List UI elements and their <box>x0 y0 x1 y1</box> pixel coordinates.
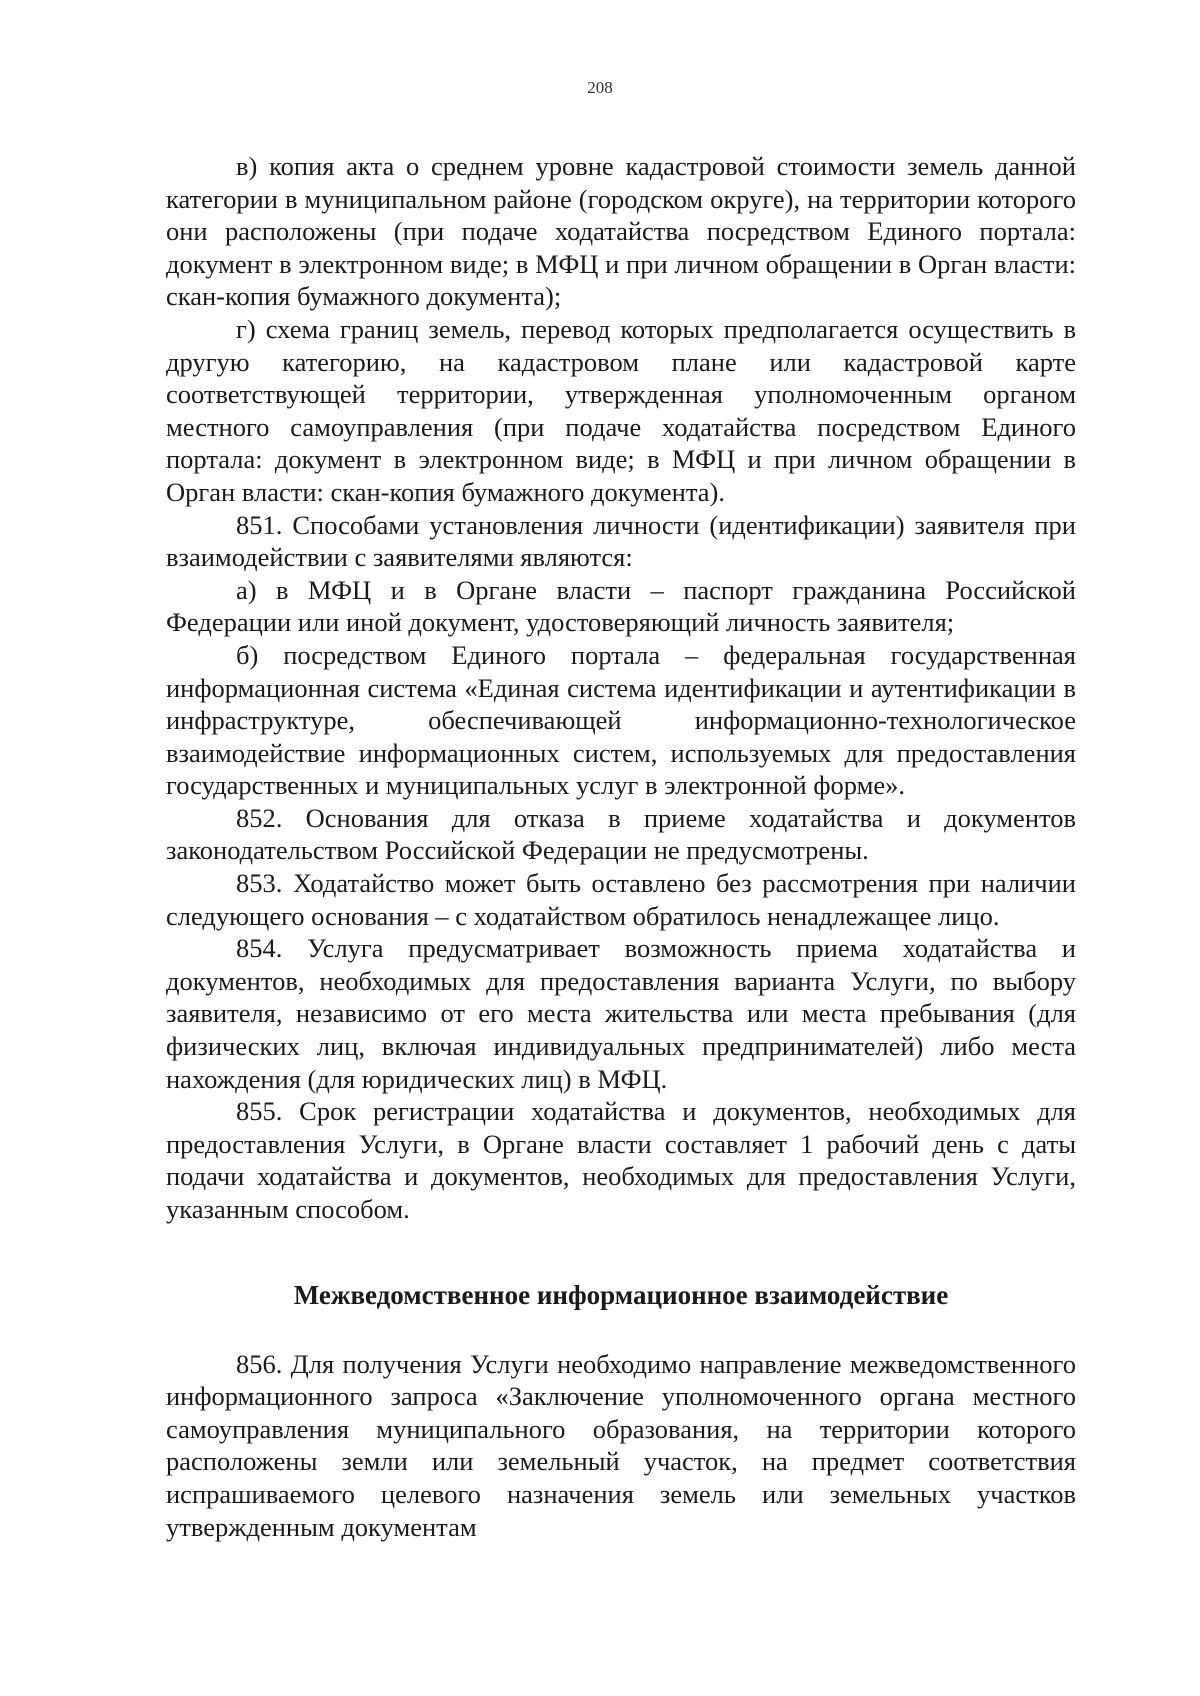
paragraph-851: 851. Способами установления личности (идентификации) заявителя при взаимодействии с заявителями являются: <box>166 509 1076 573</box>
paragraph-855: 855. Срок регистрации ходатайства и документов, необходимых для предоставления Услуги, в Органе власти составляет 1 рабочий день с даты подачи ходатайства и документов, необходимых для предоставления Услуги, указанным способом. <box>166 1096 1076 1224</box>
section-heading: Межведомственное информационное взаимодействие <box>293 1279 949 1310</box>
paragraph-851-b: б) посредством Единого портала – федеральная государственная информационная система «Единая система идентификации и аутентификации в инфраструктуре, обеспечивающей информационно-технологическое взаимодействие информационных систем, используемых для предоставления государственных и муниципальных услуг в электронной форме». <box>166 639 1076 801</box>
page-number: 208 <box>587 78 613 97</box>
paragraph-852: 852. Основания для отказа в приеме ходатайства и документов законодательством Российской Федерации не предусмотрены. <box>166 802 1076 866</box>
paragraph-854: 854. Услуга предусматривает возможность приема ходатайства и документов, необходимых для предоставления варианта Услуги, по выбору заявителя, независимо от его места жительства или места пребывания (для физических лиц, включая индивидуальных предпринимателей) либо места нахождения (для юридических лиц) в МФЦ. <box>166 933 1076 1094</box>
paragraph-856: 856. Для получения Услуги необходимо направление межведомственного информационного запроса «Заключение уполномоченного органа местного самоуправления муниципального образования, на территории которого расположены земли или земельный участок, на предмет соответствия испрашиваемого целевого назначения земель или земельных участков утвержденным документам <box>166 1348 1076 1542</box>
document-body <box>166 150 1076 1543</box>
paragraph-853: 853. Ходатайство может быть оставлено без рассмотрения при наличии следующего основания – с ходатайством обратилось ненадлежащее лицо. <box>166 868 1076 931</box>
paragraph-v: в) копия акта о среднем уровне кадастровой стоимости земель данной категории в муниципальном районе (городском округе), на территории которого они расположены (при подаче ходатайства посредством Единого портала: документ в электронном виде; в МФЦ и при личном обращении в Орган власти: скан-копия бумажного документа); <box>166 151 1076 312</box>
paragraph-851-a: а) в МФЦ и в Органе власти – паспорт гражданина Российской Федерации или иной документ, удостоверяющий личность заявителя; <box>166 574 1076 638</box>
paragraph-g: г) схема границ земель, перевод которых предполагается осуществить в другую категорию, на кадастровом плане или кадастровой карте соответствующей территории, утвержденная уполномоченным органом местного самоуправления (при подаче ходатайства посредством Единого портала: документ в электронном виде; в МФЦ и при личном обращении в Орган власти: скан-копия бумажного документа). <box>166 313 1076 507</box>
